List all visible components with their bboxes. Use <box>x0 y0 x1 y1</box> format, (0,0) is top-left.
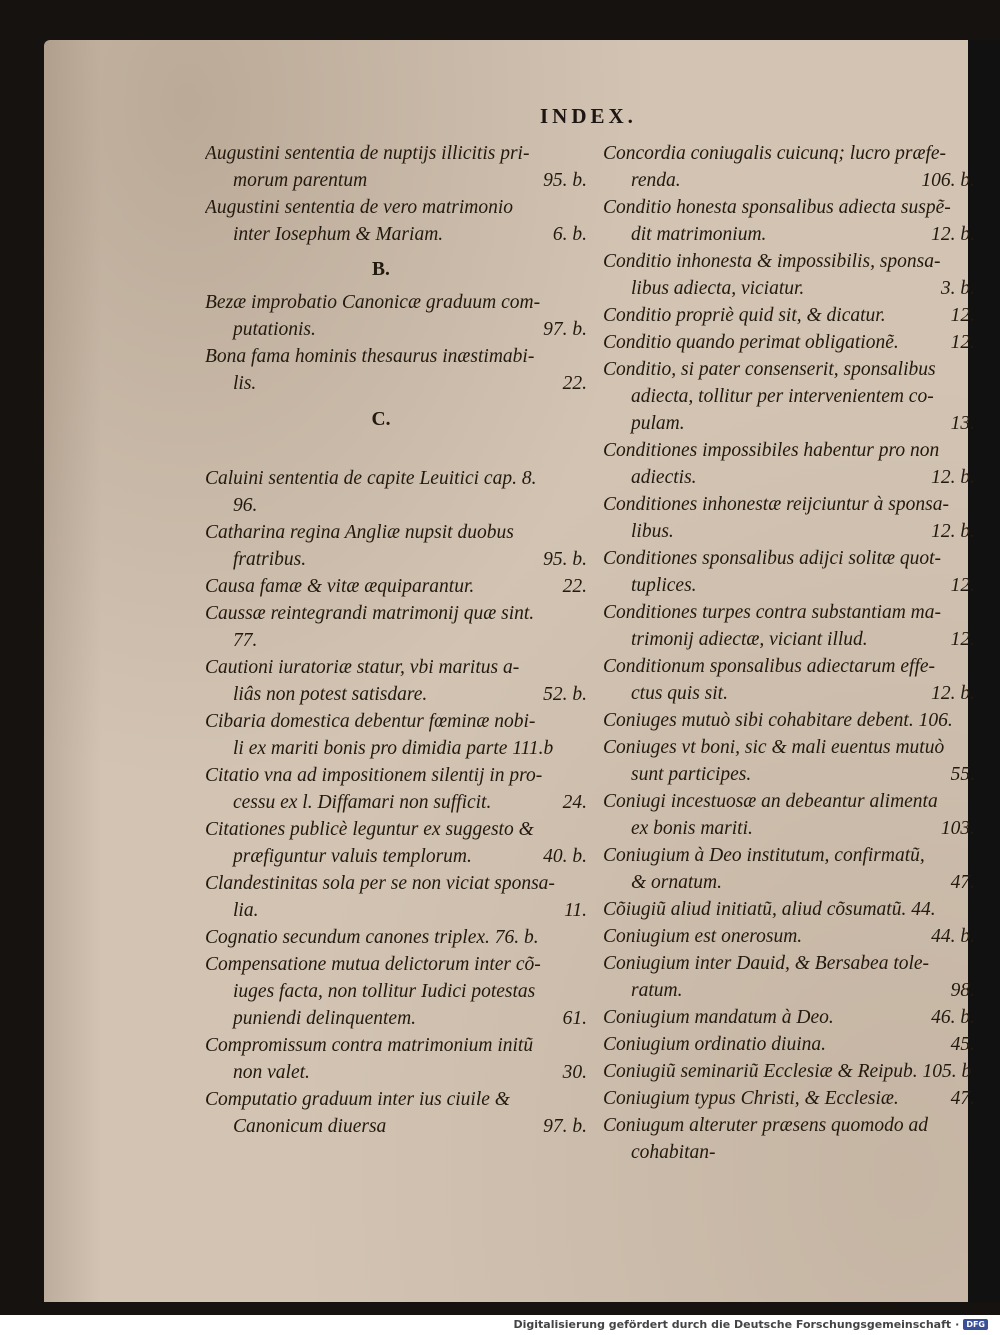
index-entry <box>603 1004 975 1031</box>
index-entry-text: Coniugium ordinatio diuina. <box>603 1034 827 1055</box>
index-entry-text: Canonicum diuersa <box>233 1116 387 1137</box>
index-entry-line <box>205 289 587 316</box>
index-entry-text: Conditio honesta sponsalibus adiecta suspẽ- <box>603 197 951 218</box>
index-entry-text: 77. <box>233 630 258 651</box>
index-entry <box>603 329 975 356</box>
index-entry-text: cessu ex l. Diffamari non sufficit. <box>233 792 492 813</box>
index-entry <box>603 437 975 491</box>
index-entry <box>603 923 975 950</box>
index-entry <box>603 1085 975 1112</box>
index-entry-line <box>205 573 587 600</box>
index-entry <box>603 788 975 842</box>
index-entry <box>603 950 975 1004</box>
index-entry-text: iuges facta, non tollitur Iudici potestas <box>233 981 536 1002</box>
page-reference: 12. <box>950 629 975 650</box>
index-entry-line <box>205 546 587 573</box>
index-entry <box>205 289 587 343</box>
index-entry-text: pulam. <box>631 413 685 434</box>
index-entry-text: adiecta, tollitur per intervenientem co- <box>631 386 934 407</box>
index-entry-line <box>603 275 975 302</box>
index-entry <box>603 842 975 896</box>
index-entry-line <box>205 519 587 546</box>
index-entry-text: Conditiones sponsalibus adijci solitæ quot- <box>603 548 942 569</box>
index-entry-line <box>205 951 587 978</box>
index-entry <box>603 248 975 302</box>
index-entry-line <box>603 437 975 464</box>
page-reference: 47. <box>950 1088 975 1109</box>
index-entry-line <box>603 1058 975 1085</box>
index-entry-text: & ornatum. <box>631 872 723 893</box>
index-entry-line <box>205 843 587 870</box>
index-entry-text: lia. <box>233 900 259 921</box>
page-reference: 61. <box>562 1008 587 1029</box>
section-letter: C. <box>371 409 391 430</box>
page-reference: 97. b. <box>543 319 587 340</box>
index-entry <box>205 519 587 573</box>
index-entry-line <box>205 789 587 816</box>
index-entry-line <box>603 329 975 356</box>
index-entry-text: Concordia coniugalis cuicunq; lucro præfe- <box>603 143 947 164</box>
index-entry-line <box>603 842 975 869</box>
index-entry-text: Computatio graduum inter ius ciuile & <box>205 1089 510 1110</box>
index-entry-line <box>603 572 975 599</box>
index-entry-text: Cõiugiũ aliud initiatũ, aliud cõsumatũ. 44. <box>603 899 936 920</box>
index-entry-line <box>205 1086 587 1113</box>
index-entry-text: tuplices. <box>631 575 697 596</box>
index-entry-line <box>603 950 975 977</box>
index-entry-line <box>205 465 587 492</box>
index-entry-text: Conditio inhonesta & impossibilis, sponsa- <box>603 251 941 272</box>
index-entry <box>205 951 587 1032</box>
index-entry-text: Conditiones turpes contra substantiam ma- <box>603 602 942 623</box>
index-entry-text: renda. <box>631 170 681 191</box>
index-entry <box>205 194 587 248</box>
index-entry <box>205 465 587 519</box>
index-entry-line <box>603 1031 975 1058</box>
index-entry-text: Coniuges mutuò sibi cohabitare debent. 106. <box>603 710 953 731</box>
index-entry-line <box>603 167 975 194</box>
index-column-left <box>205 140 587 1140</box>
index-entry-text: lis. <box>233 373 257 394</box>
index-entry-text: præfiguntur valuis templorum. <box>233 846 472 867</box>
index-entry-line <box>603 410 975 437</box>
index-entry-text: Catharina regina Angliæ nupsit duobus <box>205 522 514 543</box>
page-reference: 12. <box>950 305 975 326</box>
index-entry-line <box>603 788 975 815</box>
index-entry <box>205 1032 587 1086</box>
index-entry <box>603 707 975 734</box>
index-entry-line <box>205 897 587 924</box>
index-entry-text: Coniugium est onerosum. <box>603 926 803 947</box>
page-reference: 12. b. <box>931 224 975 245</box>
page-reference: 45. <box>950 1034 975 1055</box>
index-entry <box>603 734 975 788</box>
index-entry-line <box>603 491 975 518</box>
index-entry-text: Caluini sententia de capite Leuitici cap. 8. <box>205 468 537 489</box>
index-entry-text: Augustini sententia de vero matrimonio <box>205 197 513 218</box>
index-entry-line <box>205 654 587 681</box>
index-entry-text: Coniugium mandatum à Deo. <box>603 1007 834 1028</box>
index-entry <box>603 491 975 545</box>
index-entry-line <box>603 977 975 1004</box>
index-entry-text: li ex mariti bonis pro dimidia parte 111.b <box>233 738 554 759</box>
index-entry-line <box>603 680 975 707</box>
index-entry-text: Compensatione mutua delictorum inter cõ- <box>205 954 541 975</box>
index-entry-text: Compromissum contra matrimonium initũ <box>205 1035 534 1056</box>
index-entry-text: Coniugum alteruter præsens quomodo ad <box>603 1115 929 1136</box>
index-entry-text: 96. <box>233 495 258 516</box>
section-letter: B. <box>372 259 390 280</box>
index-entry <box>603 1031 975 1058</box>
index-entry-line <box>205 221 587 248</box>
index-entry-text: ratum. <box>631 980 683 1001</box>
page-reference: 12. <box>950 332 975 353</box>
index-entry <box>205 654 587 708</box>
page-reference: 30. <box>562 1062 587 1083</box>
index-entry-text: adiectis. <box>631 467 697 488</box>
page-reference: 12. <box>950 575 975 596</box>
index-entry-text: Coniugium à Deo institutum, confirmatũ, <box>603 845 925 866</box>
index-entry-line <box>205 924 587 951</box>
page-reference: 44. b. <box>931 926 975 947</box>
index-entry-line <box>603 1004 975 1031</box>
index-entry-line <box>205 1032 587 1059</box>
page-reference: 52. b. <box>543 684 587 705</box>
index-entry-line <box>603 734 975 761</box>
index-entry-line <box>603 1112 975 1139</box>
page-reference: 40. b. <box>543 846 587 867</box>
index-entry <box>603 896 975 923</box>
page-reference: 98. <box>950 980 975 1001</box>
page-reference: 55. <box>950 764 975 785</box>
index-entry-line <box>205 343 587 370</box>
index-entry <box>205 762 587 816</box>
index-entry-line <box>205 167 587 194</box>
index-entry-text: Coniugi incestuosæ an debeantur alimenta <box>603 791 938 812</box>
index-entry <box>205 870 587 924</box>
index-entry-text: Coniugium typus Christi, & Ecclesiæ. <box>603 1088 899 1109</box>
index-entry-line <box>603 356 975 383</box>
footer-text: Digitalisierung gefördert durch die Deutsche Forschungsgemeinschaft <box>513 1318 952 1331</box>
index-entry-text: Cognatio secundum canones triplex. 76. b. <box>205 927 539 948</box>
index-entry-text: ctus quis sit. <box>631 683 728 704</box>
page-reference: 11. <box>564 900 587 921</box>
index-entry-line <box>205 627 587 654</box>
index-entry-text: Bona fama hominis thesaurus inæstimabi- <box>205 346 535 367</box>
index-entry-line <box>603 626 975 653</box>
page-reference: 6. b. <box>552 224 587 245</box>
page-reference: 95. b. <box>543 549 587 570</box>
footer-credit: Digitalisierung gefördert durch die Deutsche Forschungsgemeinschaft · DFG <box>513 1318 988 1331</box>
index-entry-text: fratribus. <box>233 549 307 570</box>
index-entry-line <box>603 923 975 950</box>
page-reference: 22. <box>562 373 587 394</box>
index-entry-line <box>603 707 975 734</box>
index-entry-line <box>603 302 975 329</box>
index-entry <box>603 356 975 437</box>
index-entry-text: Conditio propriè quid sit, & dicatur. <box>603 305 886 326</box>
page-header: INDEX. <box>540 104 637 128</box>
index-entry <box>603 599 975 653</box>
index-entry <box>603 302 975 329</box>
index-entry-text: putationis. <box>233 319 316 340</box>
index-entry-line <box>205 140 587 167</box>
index-entry-text: Conditionum sponsalibus adiectarum effe- <box>603 656 936 677</box>
index-entry-line <box>603 383 975 410</box>
index-entry-line <box>603 140 975 167</box>
index-entry-text: Caussæ reintegrandi matrimonij quæ sint. <box>205 603 535 624</box>
index-entry-text: libus. <box>631 521 674 542</box>
index-entry <box>603 1058 975 1085</box>
index-entry-text: Citationes publicè leguntur ex suggesto & <box>205 819 534 840</box>
index-entry-text: morum parentum <box>233 170 368 191</box>
index-entry-text: Conditio quando perimat obligationẽ. <box>603 332 899 353</box>
index-entry-line <box>603 653 975 680</box>
page-reference: 12. b. <box>931 521 975 542</box>
index-entry-text: non valet. <box>233 1062 310 1083</box>
index-entry-text: Conditiones impossibiles habentur pro non <box>603 440 940 461</box>
index-entry-text: Augustini sententia de nuptijs illicitis pri- <box>205 143 530 164</box>
index-entry-text: Conditiones inhonestæ reijciuntur à sponsa- <box>603 494 949 515</box>
index-entry-line <box>205 1059 587 1086</box>
index-entry-text: Coniuges vt boni, sic & mali euentus mutuò <box>603 737 945 758</box>
index-entry <box>205 924 587 951</box>
index-entry-text: cohabitan- <box>631 1142 716 1163</box>
index-entry-text: Cibaria domestica debentur fœminæ nobi- <box>205 711 536 732</box>
page-reference: 97. b. <box>543 1116 587 1137</box>
page-reference: 13. <box>950 413 975 434</box>
index-entry-text: Causa famæ & vitæ æquiparantur. <box>205 576 475 597</box>
index-entry-line <box>603 599 975 626</box>
index-entry-text: Bezæ improbatio Canonicæ graduum com- <box>205 292 541 313</box>
index-entry-line <box>603 518 975 545</box>
index-entry <box>603 140 975 194</box>
index-entry-line <box>603 248 975 275</box>
index-entry-line <box>205 978 587 1005</box>
index-entry-line <box>603 815 975 842</box>
index-entry <box>205 573 587 600</box>
index-entry <box>603 653 975 707</box>
page-reference: 24. <box>562 792 587 813</box>
page-reference: 106. b. <box>921 170 975 191</box>
index-entry-text: Conditio, si pater consenserit, sponsalibus <box>603 359 936 380</box>
index-entry-line <box>205 370 587 397</box>
index-entry-line <box>603 194 975 221</box>
index-entry <box>205 600 587 654</box>
index-entry-line <box>205 681 587 708</box>
index-entry-line <box>205 762 587 789</box>
index-entry <box>205 343 587 397</box>
index-entry-text: sunt participes. <box>631 764 752 785</box>
index-entry <box>205 1086 587 1140</box>
index-entry <box>603 1112 975 1166</box>
page-reference: 47. <box>950 872 975 893</box>
index-entry <box>205 708 587 762</box>
index-entry-line <box>603 869 975 896</box>
index-entry-line <box>205 316 587 343</box>
index-entry-line <box>603 896 975 923</box>
index-entry-text: puniendi delinquentem. <box>233 1008 417 1029</box>
index-entry-text: inter Iosephum & Mariam. <box>233 224 444 245</box>
index-entry-text: dit matrimonium. <box>631 224 767 245</box>
index-entry-line <box>205 1005 587 1032</box>
index-entry <box>205 140 587 194</box>
index-entry-line <box>205 1113 587 1140</box>
page-reference: 12. b. <box>931 467 975 488</box>
index-entry-text: Citatio vna ad impositionem silentij in pro- <box>205 765 543 786</box>
index-entry-text: ex bonis mariti. <box>631 818 753 839</box>
index-entry <box>603 545 975 599</box>
index-entry-text: Coniugiũ seminariũ Ecclesiæ & Reipub. 105. b <box>603 1061 972 1082</box>
index-entry-text: libus adiecta, viciatur. <box>631 278 805 299</box>
index-entry-text: Cautioni iuratoriæ statur, vbi maritus a- <box>205 657 520 678</box>
index-entry-line <box>205 816 587 843</box>
index-entry-line <box>205 194 587 221</box>
index-entry-line <box>205 600 587 627</box>
index-entry-line <box>603 1139 975 1166</box>
dfg-logo-icon: DFG <box>963 1319 988 1330</box>
index-entry-line <box>603 761 975 788</box>
index-entry-text: Coniugium inter Dauid, & Bersabea tole- <box>603 953 930 974</box>
index-entry-line <box>205 492 587 519</box>
index-entry-text: trimonij adiectæ, viciant illud. <box>631 629 868 650</box>
index-entry <box>603 194 975 248</box>
index-entry <box>205 816 587 870</box>
index-entry-line <box>603 464 975 491</box>
index-entry-line <box>205 735 587 762</box>
index-entry-line <box>205 870 587 897</box>
page-reference: 103. <box>940 818 975 839</box>
index-entry-line <box>603 1085 975 1112</box>
index-entry-text: liâs non potest satisdare. <box>233 684 428 705</box>
index-entry-line <box>603 221 975 248</box>
page-reference: 46. b. <box>931 1007 975 1028</box>
index-column-right <box>603 140 975 1166</box>
page-reference: 3. b. <box>940 278 975 299</box>
index-entry-line <box>205 708 587 735</box>
index-entry-text: Clandestinitas sola per se non viciat sponsa- <box>205 873 555 894</box>
page-reference: 22. <box>562 576 587 597</box>
page-reference: 12. b. <box>931 683 975 704</box>
page-reference: 95. b. <box>543 170 587 191</box>
index-entry-line <box>603 545 975 572</box>
